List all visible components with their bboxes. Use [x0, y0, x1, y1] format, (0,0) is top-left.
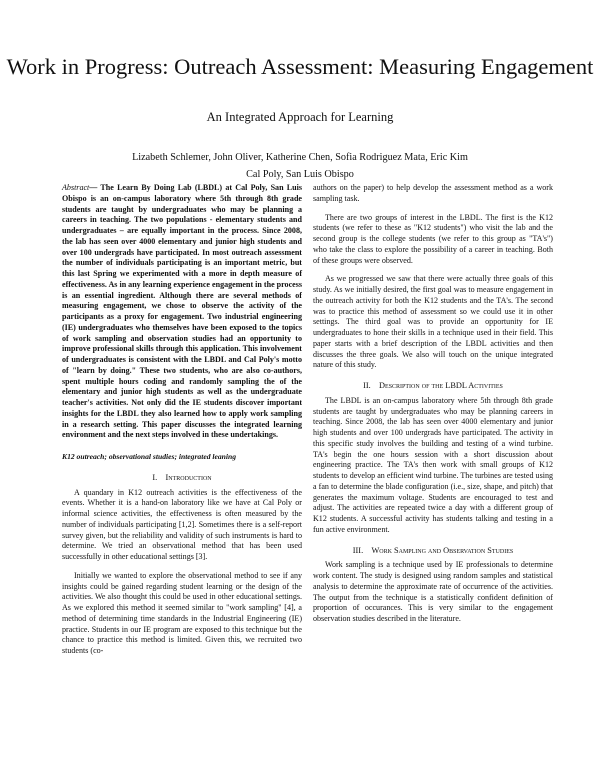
paper-title: Work in Progress: Outreach Assessment: Measuring Engagement [6, 54, 594, 79]
section-number: I. [152, 472, 158, 482]
intro-paragraph-3: There are two groups of interest in the LBDL. The first is the K12 students (we refer to these as "K12 students") who visit the lab and the second group is the college students (we refer to this group as "TA's") who take the class to explore the possibility of a career in teaching. Both of these groups were observed. [313, 212, 553, 265]
work-sampling-paragraph: Work sampling is a technique used by IE professionals to determine work content. The study is designed using random samples and statistical analysis to determine the approximate rate of occurrence of the activities. The output from the technique is a statistically confident definition of proportion of occurances. This is very similar to the engagement observation studies described in the literature. [313, 560, 553, 623]
section-heading-work-sampling [313, 546, 553, 557]
author-list: Lizabeth Schlemer, John Oliver, Katherine Chen, Sofia Rodriguez Mata, Eric Kim [132, 152, 468, 163]
affiliation: Cal Poly, San Luis Obispo [246, 169, 354, 180]
intro-paragraph-2: Initially we wanted to explore the observational method to see if any insights could be gained regarding student learning or the design of the activities. We also thought this could be used in other educational settings. As we explored this method it seemed similar to "work sampling" [4], a method of determining time standards in the Industrial Engineering (IE) practice. Students in our IE program are exposed to this technique but the chance to practice this method is limited. Given this, we recruited two students (co- [62, 570, 302, 655]
intro-paragraph-2-continued: authors on the paper) to help develop the assessment method as a work sampling task. [313, 183, 553, 203]
abstract-dash: — [89, 183, 101, 192]
section-title: Work Sampling and Observation Studies [371, 545, 514, 555]
paper-subtitle: An Integrated Approach for Learning [206, 110, 394, 124]
section-number: II. [363, 381, 371, 390]
intro-paragraph-1: A quandary in K12 outreach activities is the effectiveness of the events. Whether it is a hand-on laboratory like we have at Cal Poly or informal science activities, the effectiveness is often measured by the number of individuals participating [1,2]. Sometimes there is a self-report survey given, but the reliability and validity of such instruments is hard to determine. We tried an observational method that has been used successfully in other educational settings [3]. [62, 487, 302, 561]
abstract-label: Abstract [62, 183, 90, 192]
section-title: Description of the LBDL Activities [379, 381, 503, 390]
section-number: III. [352, 545, 364, 555]
section-heading-lbdl-activities [313, 381, 553, 392]
abstract [62, 183, 302, 441]
lbdl-paragraph: The LBDL is an on-campus laboratory where 5th through 8th grade students are taught by undergraduates who may be planning careers in teaching. Since 2008, the lab has seen over 4000 elementary and junior high students and over 100 undergrads have participated. The activity in this specific study involves the building and testing of a wind turbine. TA's begin the one hours session with a short discussion about engineering practice. The TA's then work with small groups of K12 students to develop an efficient wind turbine. The turbines are tested using a fan to determine the blade configuration (i.e., size, shape, and pitch) that generates the maximum voltage. Students are encouraged to test and adjust. The activities are repeated twice a day with a different group of K12 students. A successful activity has students talking and testing in a fun active environment. [313, 395, 553, 534]
abstract-body: The Learn By Doing Lab (LBDL) at Cal Poly, San Luis Obispo is an on-campus laboratory where 5th through 8th grade students are taught by undergraduates who may be planning a careers in teaching. The two populations - elementary students and undergraduates – are equally important in the process. Since 2008, the lab has seen over 4000 elementary and junior high students and over 100 undergrads have participated. In most outreach assessment the number of individuals participating is an important metric, but this last Spring we experimented with a more in depth measure of effectiveness. As in any learning experience engagement in the process is an essential ingredient. Although there are several methods of measuring engagement, we chose to observe the activity of the participants as a proxy for engagement. Two industrial engineering (IE) undergraduates who themselves have been exposed to the topics of work sampling and observation studies had an opportunity to improve professional skills through this application. This involvement of undergraduates is consistent with the LBDL and Cal Poly's motto of "learn by doing." These two students, who are also co-authors, spent multiple hours coding and randomly sampling the of the elementary and junior high students as well as the undergraduate teacher's activities. Not only did the IE students discover important insights for the LBDL they also learned how to apply work sampling in a research setting. This paper discusses the integrated learning environment and the next steps involved in these undertakings. [62, 183, 302, 440]
left-column [62, 183, 302, 657]
intro-paragraph-4: As we progressed we saw that there were actually three goals of this study. As we initially desired, the first goal was to measure engagement in the outreach activity for both the K12 students and the TA's. The second was to practice this method of assessment so we could use it in other settings. The third goal was to provide an opportunity for IE undergraduates to hone their skills in a technique used in their field. This paper starts with a brief description of the LBDL activities and then discusses the three goals. We also will touch on the unique integrated nature of this study. [313, 274, 553, 370]
right-column [313, 183, 553, 625]
section-heading-introduction [62, 473, 302, 484]
keywords: K12 outreach; observational studies; integrated leaning [62, 452, 237, 461]
section-title: Introduction [165, 472, 212, 482]
